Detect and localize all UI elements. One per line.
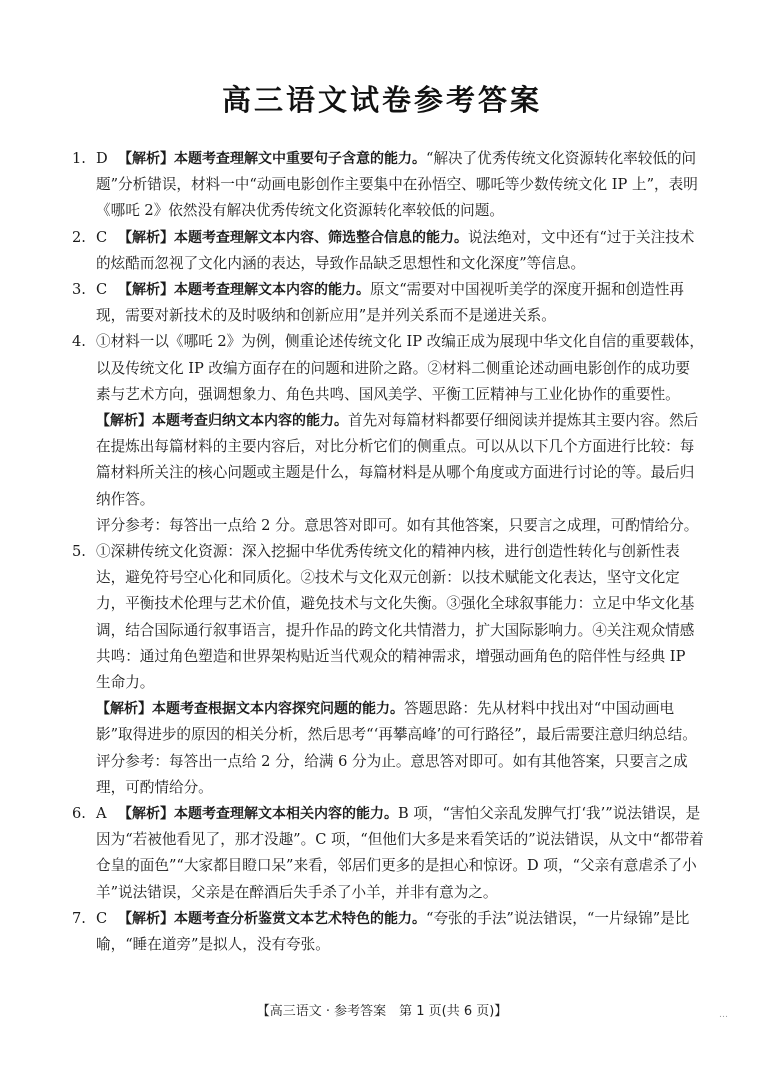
analysis-text: 答题思路：先从材料中找出对“中国动画电影”取得进步的原因的相关分析，然后思考“‘再攀高峰’的可行路径”，最后需要注意归纳总结。 <box>96 700 697 744</box>
answer-item-5 <box>72 539 704 801</box>
question-number: 1. <box>72 150 86 167</box>
analysis-text: B 项，“害怕父亲乱发脾气打‘我’”说法错误，是因为“若被他看见了，那才没趣”。C 项，“但他们大多是来看笑话的”说法错误，从文中“都带着仓皇的面色”“大家都目瞪口呆”来看，邻居们更多的是担心和惊讶。D 项，“父亲有意虐杀了小羊”说法错误，父亲是在醉酒后失手杀了小羊，并非有意为之。 <box>96 805 704 901</box>
answer-choice: D <box>96 150 108 167</box>
answer-choice: C <box>96 228 108 246</box>
question-number: 5. <box>72 543 86 561</box>
answer-choice: C <box>96 281 108 299</box>
answer-item-1 <box>72 146 704 225</box>
question-number: 7. <box>72 909 86 927</box>
analysis-label: 【解析】本题考查理解文本内容的能力。 <box>118 282 370 299</box>
analysis-label: 【解析】本题考查分析鉴赏文本艺术特色的能力。 <box>118 910 426 927</box>
answer-item-7 <box>72 906 704 958</box>
scoring-note: 评分参考：每答出一点给 2 分。意思答对即可。如有其他答案，只要言之成理，可酌情给分。 <box>96 516 699 534</box>
analysis-label: 【解析】本题考查理解文本相关内容的能力。 <box>118 806 398 823</box>
question-number: 6. <box>72 805 86 823</box>
analysis-text: 说法绝对，文中还有“过于关注技术的炫酷而忽视了文化内涵的表达，导致作品缺乏思想性和文化深度”等信息。 <box>96 228 695 272</box>
analysis-label: 【解析】本题考查根据文本内容探究问题的能力。 <box>96 701 404 718</box>
answer-list <box>72 146 704 958</box>
analysis-label: 【解析】本题考查理解文本内容、筛选整合信息的能力。 <box>118 229 468 246</box>
question-number: 3. <box>72 281 86 299</box>
page-title: 高三语文试卷参考答案 <box>221 83 542 117</box>
answer-choice: A <box>96 805 107 823</box>
answer-item-2 <box>72 225 704 277</box>
answer-item-4 <box>72 329 704 539</box>
scan-mark: … <box>719 1010 728 1020</box>
analysis-text: 原文“需要对中国视听美学的深度开掘和创造性再现，需要对新技术的及时吸纳和创新应用”是并列关系而不是递进关系。 <box>96 281 684 325</box>
analysis-text: “解决了优秀传统文化资源转化率较低的问题”分析错误，材料一中“动画电影创作主要集中在孙悟空、哪吒等少数传统文化 IP 上”，表明《哪吒 2》依然没有解决优秀传统文化资源转化率较低的问题。 <box>96 150 698 220</box>
scoring-note: 评分参考：每答出一点给 2 分，给满 6 分为止。意思答对即可。如有其他答案，只要言之成理，可酌情给分。 <box>96 752 688 796</box>
answer-choice: C <box>96 909 108 927</box>
answer-item-3 <box>72 277 704 329</box>
question-number: 2. <box>72 228 86 246</box>
answer-text: ①深耕传统文化资源：深入挖掘中华优秀传统文化的精神内核，进行创造性转化与创新性表达，避免符号空心化和同质化。②技术与文化双元创新：以技术赋能文化表达，坚守文化定力，平衡技术伦理与艺术价值，避免技术与文化失衡。③强化全球叙事能力：立足中华文化基调，结合国际通行叙事语言，提升作品的跨文化共情潜力，扩大国际影响力。④关注观众情感共鸣：通过角色塑造和世界架构贴近当代观众的精神需求，增强动画角色的陪伴性与经典 IP 生命力。 <box>96 543 695 692</box>
analysis-text: “夸张的手法”说法错误，“一片绿锦”是比喻，“睡在道旁”是拟人，没有夸张。 <box>96 909 690 954</box>
page-footer: 【高三语文 · 参考答案 第 1 页(共 6 页)】 <box>256 1004 508 1019</box>
answer-text: ①材料一以《哪吒 2》为例，侧重论述传统文化 IP 改编正成为展现中华文化自信的重要载体，以及传统文化 IP 改编方面存在的问题和进阶之路。②材料二侧重论述动画电影创作的成功要素与艺术方向，强调想象力、角色共鸣、国风美学、平衡工匠精神与工业化协作的重要性。 <box>96 333 704 403</box>
analysis-text: 首先对每篇材料都要仔细阅读并提炼其主要内容。然后在提炼出每篇材料的主要内容后，对比分析它们的侧重点。可以从以下几个方面进行比较：每篇材料所关注的核心问题或主题是什么，每篇材料是从哪个角度或方面进行讨论的等。最后归纳作答。 <box>96 412 699 508</box>
question-number: 4. <box>72 333 86 351</box>
analysis-label: 【解析】本题考查理解文中重要句子含意的能力。 <box>118 151 426 167</box>
answer-item-6 <box>72 801 704 906</box>
analysis-label: 【解析】本题考查归纳文本内容的能力。 <box>96 413 348 430</box>
